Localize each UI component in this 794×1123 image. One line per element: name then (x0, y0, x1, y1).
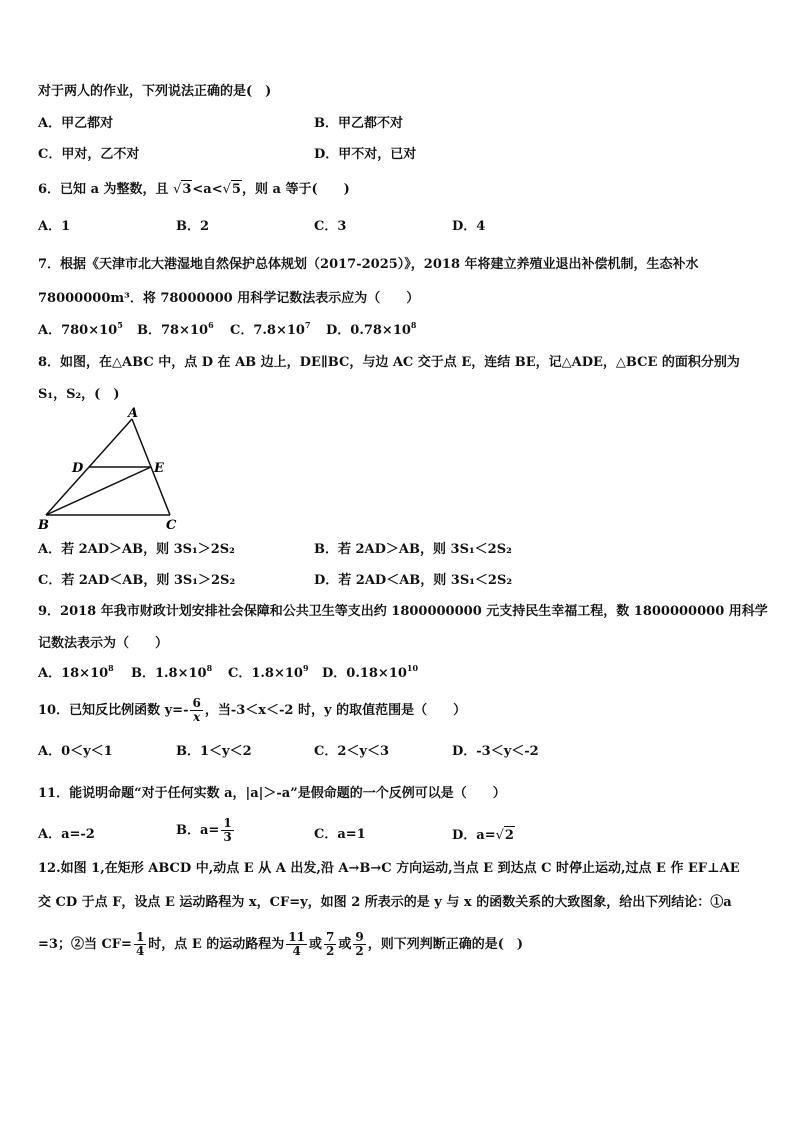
q11-d-radicand: 2 (504, 828, 514, 843)
q12-mid: 时，点 E 的运动路程为 (148, 937, 285, 952)
q9-b-base: B．1.8×10 (131, 666, 207, 681)
q7-option-c (230, 322, 311, 340)
q10-prefix: 10．已知反比例函数 y=- (38, 703, 189, 718)
q9-c-base: C．1.8×10 (228, 666, 303, 681)
q12-f4-num: 9 (355, 930, 364, 944)
q12-fraction-1 (134, 931, 146, 958)
q7-a-base: A．780×10 (38, 323, 118, 338)
q6-radicand-2: 5 (231, 182, 241, 197)
label-b: B (38, 518, 49, 533)
triangle-figure (34, 405, 184, 533)
label-e: E (154, 461, 164, 476)
q12-f2-num: 11 (288, 930, 305, 944)
q6-option-d: D．4 (452, 219, 486, 234)
q12-f2-den: 4 (292, 944, 301, 958)
q11-b-den: 3 (223, 830, 232, 844)
q9-d-base: D．0.18×10 (322, 666, 407, 681)
q8-line-2: S₁，S₂，( ) (38, 387, 120, 402)
q9-option-d (322, 665, 418, 683)
q6-mid: <a< (192, 182, 223, 197)
q8-option-b: B．若 2AD＞AB，则 3S₁＜2S₂ (314, 542, 512, 557)
q11-b-fraction (221, 817, 233, 844)
q8-option-a: A．若 2AD＞AB，则 3S₁＞2S₂ (38, 542, 235, 557)
q10-num: 6 (192, 696, 201, 710)
q9-d-exp: 10 (406, 663, 419, 673)
q10-option-c: C．2＜y＜3 (314, 744, 389, 759)
label-a: A (128, 406, 139, 421)
q7-option-a (38, 322, 123, 340)
q10-option-a: A．0＜y＜1 (38, 744, 113, 759)
q9-a-base: A．18×10 (38, 666, 109, 681)
sqrt-icon: √ (222, 182, 231, 197)
q12-prefix: =3；②当 CF= (38, 937, 132, 952)
q6-prefix: 6．已知 a 为整数，且 (38, 182, 169, 197)
label-c: C (166, 518, 177, 533)
q12-or-1: 或 (308, 937, 322, 952)
q7-c-base: C．7.8×10 (230, 323, 305, 338)
q12-or-2: 或 (338, 937, 352, 952)
q7-line-2: 78000000m³．将 78000000 用科学记数法表示应为（ ） (38, 291, 420, 306)
q9-a-exp: 8 (108, 663, 114, 673)
q9-line-2: 记数法表示为（ ） (38, 636, 169, 651)
q10-option-b: B．1＜y＜2 (176, 744, 252, 759)
q9-c-exp: 9 (302, 663, 309, 673)
q9-option-c (228, 665, 309, 683)
q9-option-b (131, 665, 212, 683)
q9-line-1: 9．2018 年我市财政计划安排社会保障和公共卫生等支出约 1800000000 元支持民生幸福工程，数 1800000000 用科学 (38, 604, 768, 619)
q12-line-3 (38, 928, 523, 962)
sqrt-icon: √ (173, 182, 182, 197)
q9-option-a (38, 665, 114, 683)
q11-d-prefix: D．a= (452, 828, 496, 843)
q12-line-1: 12.如图 1,在矩形 ABCD 中,动点 E 从 A 出发,沿 A→B→C 方向运动,当点 E 到达点 C 时停止运动,过点 E 作 EF⊥AE (38, 861, 740, 876)
q12-f3-num: 7 (325, 930, 335, 944)
q7-b-exp: 6 (208, 320, 214, 330)
q9-b-exp: 8 (206, 663, 213, 673)
sqrt-icon: √ (495, 828, 504, 843)
q10-fraction (190, 697, 202, 724)
segment-be (46, 467, 151, 515)
q6-suffix: ，则 a 等于( ) (241, 182, 350, 197)
q6-option-c: C．3 (314, 219, 347, 234)
q11-b-prefix: B．a= (176, 823, 220, 838)
q7-d-base: D．0.78×10 (326, 323, 411, 338)
q12-fraction-2 (286, 931, 307, 958)
q8-line-1: 8．如图，在△ABC 中，点 D 在 AB 边上，DE∥BC，与边 AC 交于点 E，连结 BE，记△ADE，△BCE 的面积分别为 (38, 355, 740, 370)
q6-stem (38, 180, 350, 199)
q12-f3-den: 2 (325, 944, 335, 958)
q5-option-b: B．甲乙都不对 (314, 116, 403, 131)
q5-option-d: D．甲不对，已对 (314, 147, 417, 162)
q12-line-2: 交 CD 于点 F，设点 E 运动路程为 x，CF=y，如图 2 所表示的是 y 与 x 的函数关系的大致图象，给出下列结论：①a (38, 895, 732, 910)
q5-stem: 对于两人的作业，下列说法正确的是( ) (38, 84, 272, 99)
q10-suffix: ，当-3＜x＜-2 时，y 的取值范围是（ ） (204, 703, 467, 718)
q7-b-base: B．78×10 (137, 323, 209, 338)
q12-f1-num: 1 (135, 930, 145, 944)
q6-radicand-1: 3 (182, 182, 192, 197)
q12-f4-den: 2 (355, 944, 364, 958)
q6-option-b: B．2 (176, 219, 210, 234)
q12-suffix: ，则下列判断正确的是( ) (367, 937, 524, 952)
q5-option-c: C．甲对，乙不对 (38, 147, 140, 162)
q7-line-1: 7．根据《天津市北大港湿地自然保护总体规划（2017-2025）》，2018 年将建立养殖业退出补偿机制，生态补水 (38, 257, 699, 272)
q11-option-a: A．a=-2 (38, 827, 95, 842)
q11-option-d (452, 826, 515, 845)
q5-option-a: A．甲乙都对 (38, 116, 114, 131)
q12-fraction-4 (353, 931, 365, 958)
q7-a-exp: 5 (117, 320, 123, 330)
q7-option-d (326, 322, 417, 340)
q12-fraction-3 (324, 931, 336, 958)
q11-stem: 11．能说明命题“对于任何实数 a，|a|＞-a”是假命题的一个反例可以是（ ） (38, 786, 506, 801)
q11-option-b (176, 816, 236, 846)
q6-option-a: A．1 (38, 219, 71, 234)
q8-option-d: D．若 2AD＜AB，则 3S₁＜2S₂ (314, 573, 513, 588)
q11-b-num: 1 (223, 816, 232, 830)
q10-stem (38, 696, 466, 726)
q10-option-d: D．-3＜y＜-2 (452, 744, 539, 759)
q7-d-exp: 8 (410, 320, 417, 330)
q8-option-c: C．若 2AD＜AB，则 3S₁＞2S₂ (38, 573, 236, 588)
q10-den: x (193, 710, 201, 724)
q7-c-exp: 7 (304, 320, 311, 330)
q11-option-c: C．a=1 (314, 827, 366, 842)
label-d: D (72, 461, 84, 476)
q7-option-b (137, 322, 214, 340)
q12-f1-den: 4 (135, 944, 145, 958)
